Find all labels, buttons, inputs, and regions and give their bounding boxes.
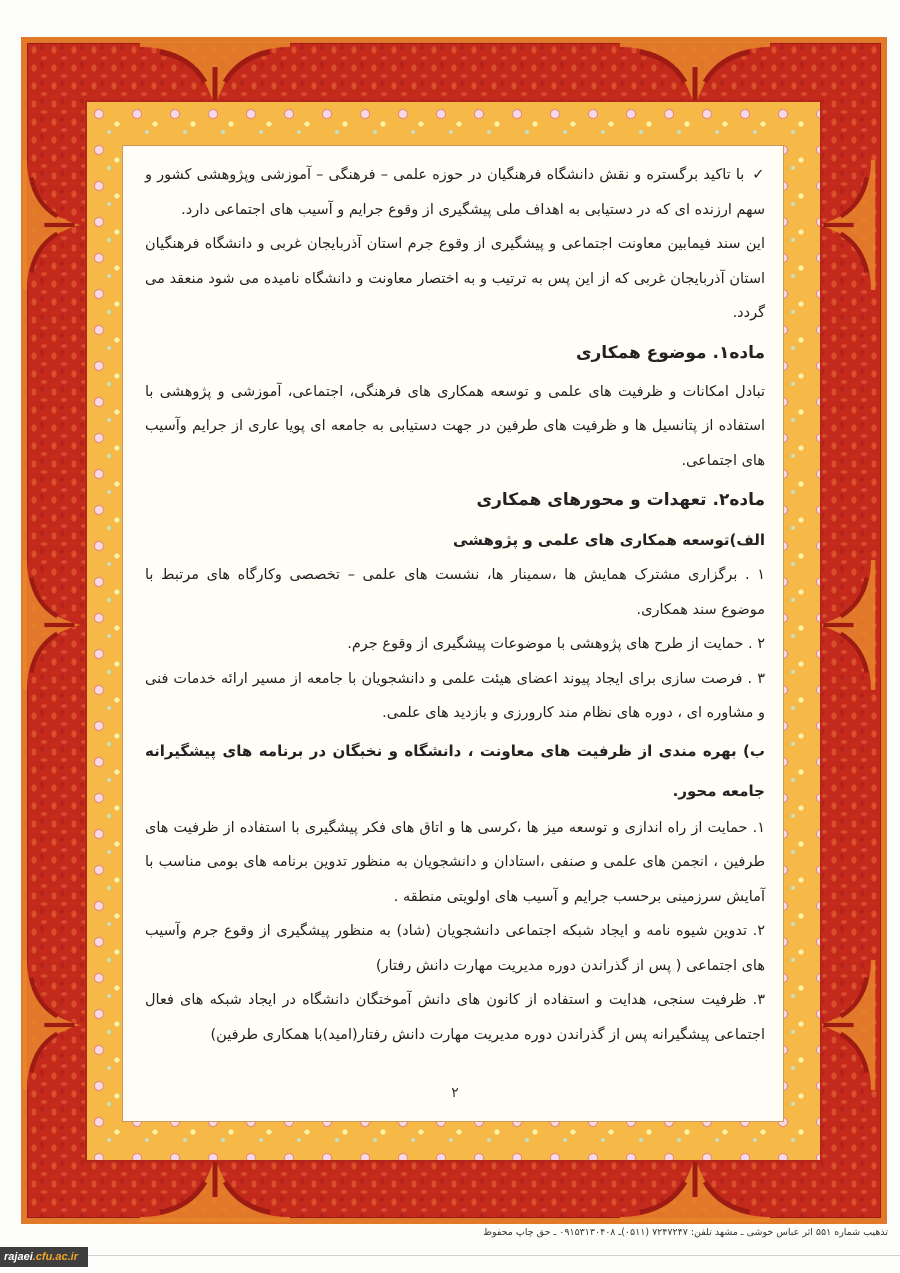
intro-bullet-text: با تاکید برگستره و نقش دانشگاه فرهنگیان در حوزه علمی – فرهنگی – آموزشی وپژوهشی کشور و سهم ارزنده ای که در دستیابی به اهداف ملی پیشگیری از وقوع جرایم و آسیب های اجتماعی دارد. bbox=[145, 167, 765, 218]
section-b-item-1: ۱. حمایت از راه اندازی و توسعه میز ها ،کرسی ها و اتاق های فکر پیشگیری با استفاده از ظرفیت های طرفین ، انجمن های علمی و صنفی ،استادان و دانشجویان به منظور تدوین برنامه های بومی مناسب با آمایش سرزمینی برحسب جرایم و آسیب های اولویتی منطقه . bbox=[145, 819, 765, 905]
article1-body: تبادل امکانات و ظرفیت های علمی و توسعه همکاری های فرهنگی، اجتماعی، آموزشی و پژوهشی با استفاده از پتانسیل ها و ظرفیت های طرفین در جهت دستیابی به جامعه ای پویا عاری از جرایم وآسیب های اجتماعی. bbox=[145, 383, 765, 469]
arabesque-ornament-bottom-left bbox=[140, 1152, 290, 1222]
checkmark-icon: ✓ bbox=[752, 167, 765, 183]
section-a-item-1: ۱ . برگزاری مشترک همایش ها ،سمینار ها، نشست های علمی – تخصصی وکارگاه های مرتبط با موضوع سند همکاری. bbox=[145, 567, 765, 618]
watermark-domain: .cfu.ac.ir bbox=[32, 1251, 78, 1263]
arabesque-ornament-bottom-right bbox=[620, 1152, 770, 1222]
intro-paragraph: این سند فیمابین معاونت اجتماعی و پیشگیری از وقوع جرم استان آذربایجان غربی و دانشگاه فرهنگیان استان آذربایجان غربی که از این پس به ترتیب و به اختصار معاونت و دانشگاه نامیده می شود منعقد می گردد. bbox=[145, 236, 765, 321]
section-a-heading: الف)توسعه همکاری های علمی و پژوهشی bbox=[453, 531, 765, 549]
arabesque-ornament-left-upper bbox=[18, 160, 88, 290]
section-b-item-2: ۲. تدوین شیوه نامه و ایجاد شبکه اجتماعی دانشجویان (شاد) به منظور پیشگیری از وقوع جرم وآسیب های اجتماعی ( پس از گذراندن دوره مدیریت مهارت دانش رفتار) bbox=[145, 923, 765, 974]
document-body bbox=[145, 158, 765, 1052]
arabesque-ornament-left-lower bbox=[18, 960, 88, 1090]
arabesque-ornament-left-middle bbox=[18, 560, 88, 690]
article2-heading: ماده۲. تعهدات و محورهای همکاری bbox=[476, 490, 765, 510]
section-a-item-3: ۳ . فرصت سازی برای ایجاد پیوند اعضای هیئت علمی و دانشجویان با جامعه از مسیر ارائه خدمات فنی و مشاوره ای ، دوره های نظام مند کارورزی و بازدید های علمی. bbox=[145, 670, 765, 721]
section-b-item-3: ۳. ظرفیت سنجی، هدایت و استفاده از کانون های دانش آموختگان دانشگاه در ایجاد شبکه های فعال اجتماعی پیشگیرانه پس از گذراندن دوره مدیریت مهارت دانش رفتار(امید)با همکاری طرفین) bbox=[145, 992, 765, 1043]
watermark-prefix: rajaei bbox=[4, 1251, 33, 1263]
section-b-heading: ب) بهره مندی از ظرفیت های معاونت ، دانشگاه و نخبگان در برنامه های پیشگیرانه جامعه محور. bbox=[145, 741, 765, 800]
footer-divider bbox=[50, 1255, 900, 1256]
article1-heading: ماده۱. موضوع همکاری bbox=[575, 342, 765, 363]
illumination-credit: تذهیب شماره ۵۵۱ اثر عباس خوشی ـ مشهد تلفن: ۷۲۴۷۲۴۷ (۰۵۱۱)ـ ۰۹۱۵۳۱۳۰۴۰۸ ـ حق چاپ محفوظ bbox=[483, 1227, 888, 1238]
section-a-item-2: ۲ . حمایت از طرح های پژوهشی با موضوعات پیشگیری از وقوع جرم. bbox=[347, 636, 765, 652]
page-number: ۲ bbox=[451, 1085, 459, 1101]
intro-bullet bbox=[145, 158, 765, 227]
site-watermark-link[interactable] bbox=[0, 1247, 88, 1267]
